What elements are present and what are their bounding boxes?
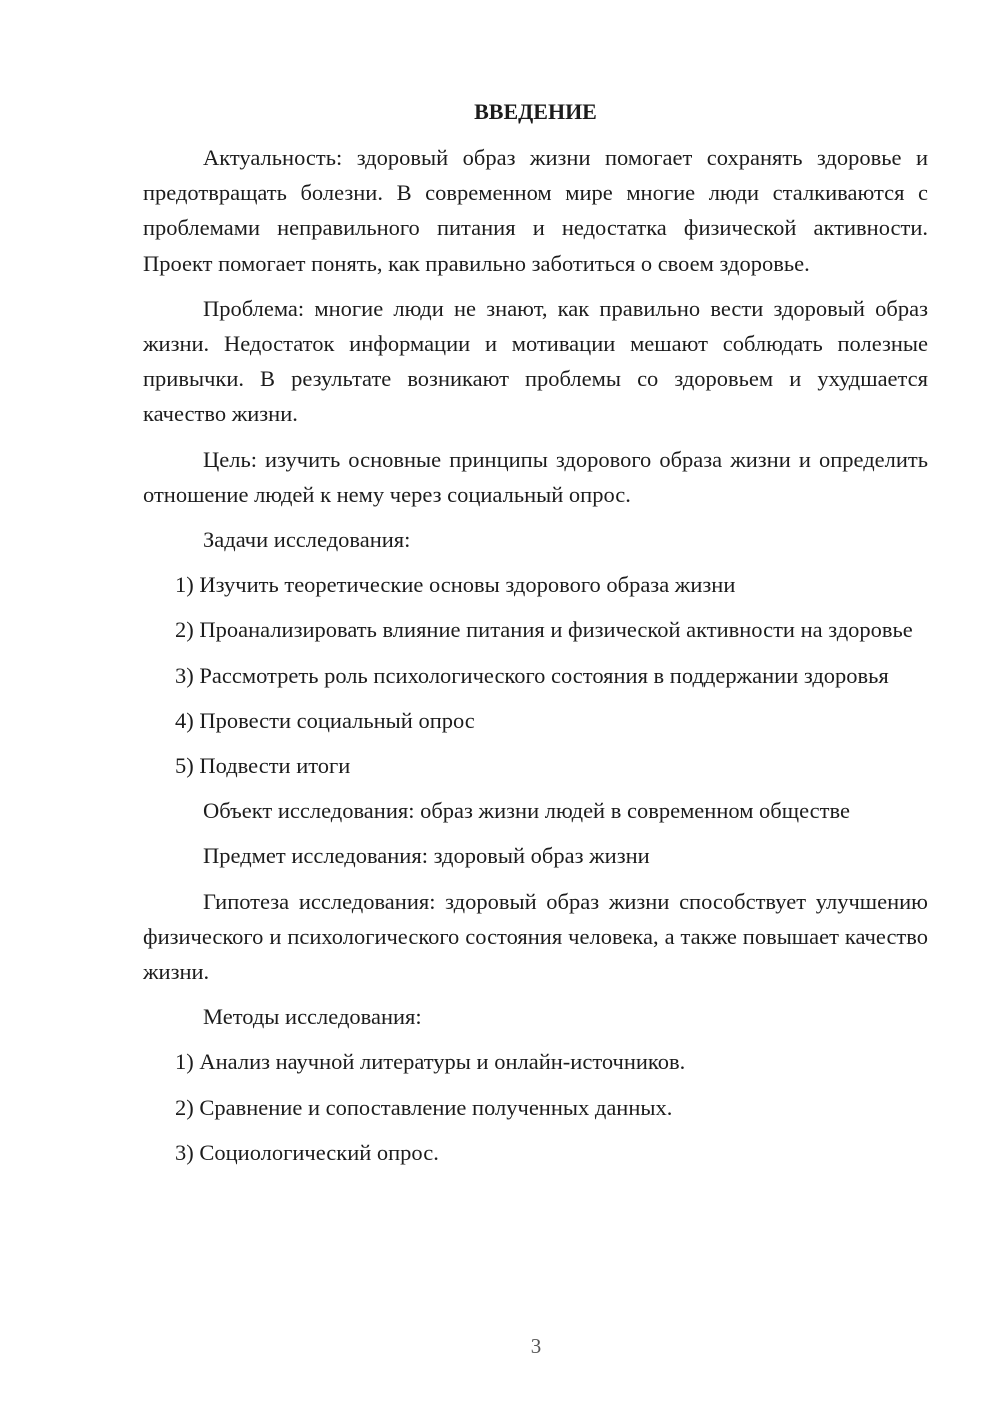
task-item-5: 5) Подвести итоги [175,753,351,779]
document-body [143,94,928,1180]
method-item-1: 1) Анализ научной литературы и онлайн-источников. [175,1049,686,1075]
goal-paragraph: Цель: изучить основные принципы здорового образа жизни и определить отношение людей к нему через социальный опрос. [143,446,928,507]
tasks-heading: Задачи исследования: [203,527,411,553]
task-item-2: 2) Проанализировать влияние питания и физической активности на здоровье [175,617,913,643]
section-title: ВВЕДЕНИЕ [474,99,597,124]
relevance-paragraph: Актуальность: здоровый образ жизни помогает сохранять здоровье и предотвращать болезни. В современном мире многие люди сталкиваются с проблемами неправильного питания и недостатка физической активности. Проект помогает понять, как правильно заботиться о своем здоровье. [143,145,928,276]
method-item-3: 3) Социологический опрос. [175,1139,439,1165]
subject-paragraph: Предмет исследования: здоровый образ жизни [203,843,650,869]
task-item-4: 4) Провести социальный опрос [175,707,475,733]
page-number: 3 [530,1334,542,1358]
task-item-1: 1) Изучить теоретические основы здорового образа жизни [175,572,736,598]
methods-heading: Методы исследования: [203,1004,422,1030]
hypothesis-paragraph: Гипотеза исследования: здоровый образ жизни способствует улучшению физического и психологического состояния человека, а также повышает качество жизни. [143,888,928,985]
task-item-3: 3) Рассмотреть роль психологического состояния в поддержании здоровья [175,662,889,688]
problem-paragraph: Проблема: многие люди не знают, как правильно вести здоровый образ жизни. Недостаток информации и мотивации мешают соблюдать полезные привычки. В результате возникают проблемы со здоровьем и ухудшается качество жизни. [143,295,928,427]
method-item-2: 2) Сравнение и сопоставление полученных данных. [175,1094,673,1120]
object-paragraph: Объект исследования: образ жизни людей в современном обществе [203,798,850,824]
